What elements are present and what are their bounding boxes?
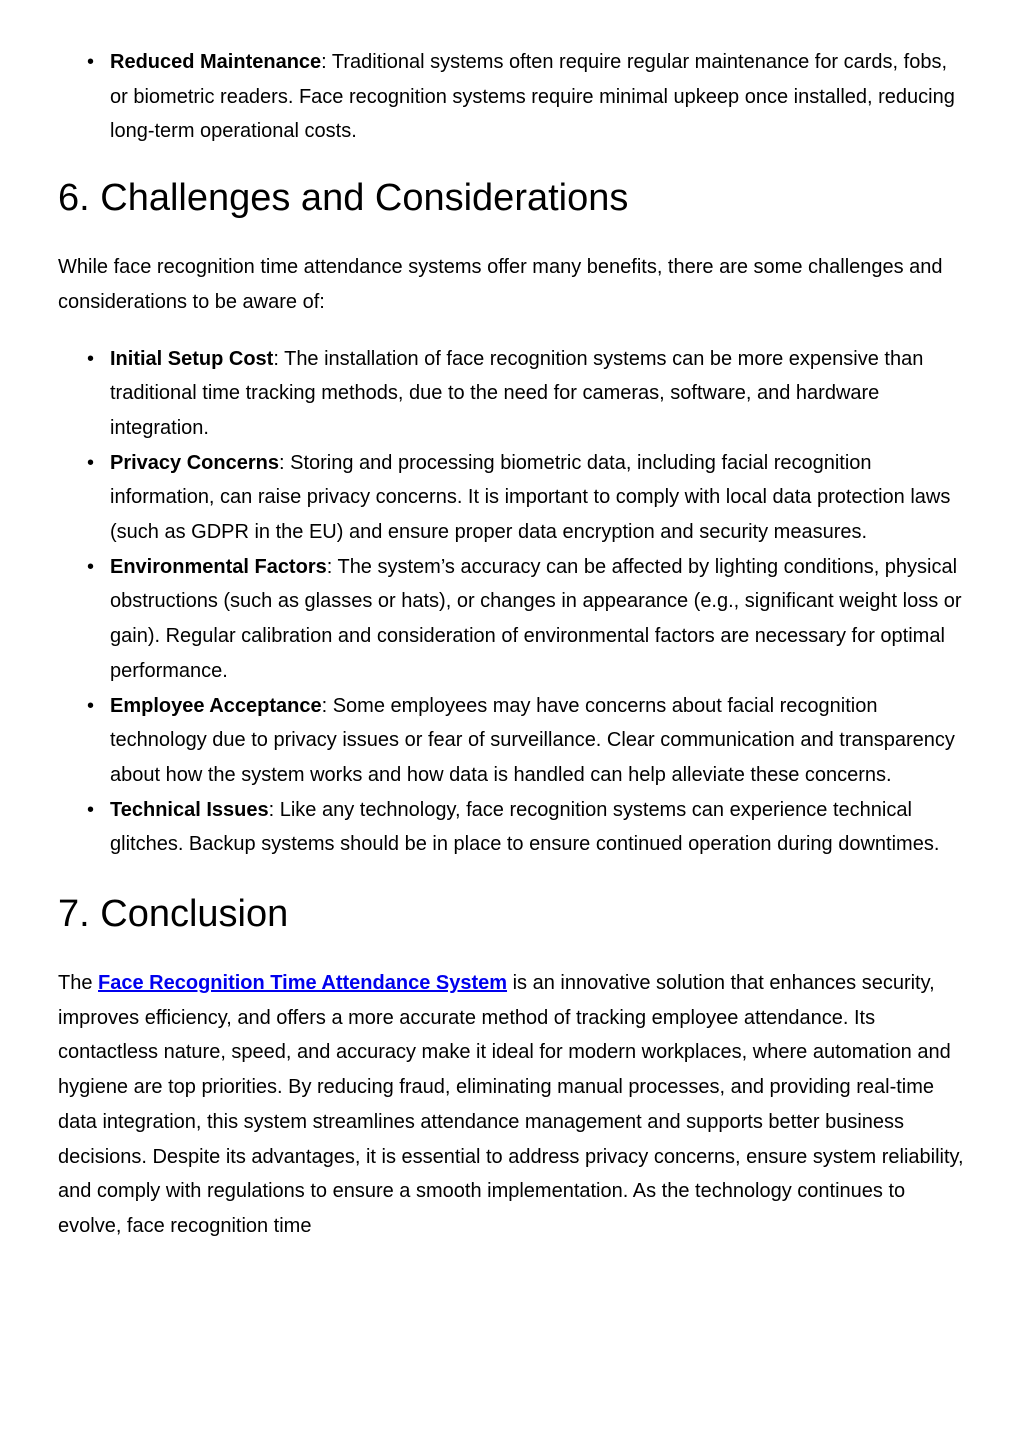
challenges-list bbox=[58, 342, 968, 863]
list-item-title: Environmental Factors bbox=[110, 555, 327, 578]
conclusion-paragraph bbox=[58, 966, 968, 1244]
list-item-title: Employee Acceptance bbox=[110, 694, 322, 717]
bullet-icon: • bbox=[87, 451, 95, 474]
list-item-initial-setup-cost bbox=[87, 342, 968, 446]
section-7-heading: 7. Conclusion bbox=[58, 893, 289, 936]
bullet-icon: • bbox=[87, 555, 95, 578]
list-item-reduced-maintenance bbox=[87, 45, 968, 149]
list-item-title: Technical Issues bbox=[110, 798, 269, 821]
bullet-icon: • bbox=[87, 347, 95, 370]
bullet-icon: • bbox=[87, 694, 95, 717]
benefits-list-continued bbox=[58, 45, 968, 149]
bullet-icon: • bbox=[87, 798, 95, 821]
section-6-heading: 6. Challenges and Considerations bbox=[58, 177, 629, 220]
list-item-title: Initial Setup Cost bbox=[110, 347, 274, 370]
list-item-text: : Storing and processing biometric data, including facial recognition information, can raise privacy concerns. It is important to comply with local data protection laws (such as GDPR in the EU) and ensure proper data encryption and security measures. bbox=[110, 451, 951, 544]
list-item-text: : Traditional systems often require regular maintenance for cards, fobs, or biometric readers. Face recognition systems require minimal upkeep once installed, reducing long-term operational costs. bbox=[110, 51, 955, 143]
list-item-text: : The system’s accuracy can be affected by lighting conditions, physical obstructions (such as glasses or hats), or changes in appearance (e.g., significant weight loss or gain). Regular calibration and consideration of environmental factors are necessary for optimal performance. bbox=[110, 555, 962, 682]
section-6-intro: While face recognition time attendance systems offer many benefits, there are some challenges and considerations to be aware of: bbox=[58, 256, 943, 313]
list-item-employee-acceptance bbox=[87, 689, 968, 793]
document-page bbox=[58, 45, 968, 1244]
list-item-title: Privacy Concerns bbox=[110, 451, 279, 474]
bullet-icon: • bbox=[87, 51, 95, 73]
list-item-technical-issues bbox=[87, 793, 968, 862]
list-item-environmental-factors bbox=[87, 550, 968, 689]
face-recognition-system-link[interactable]: Face Recognition Time Attendance System bbox=[98, 972, 508, 995]
conclusion-prefix: The bbox=[58, 972, 99, 995]
conclusion-body: is an innovative solution that enhances security, improves efficiency, and offers a more accurate method of tracking employee attendance. Its contactless nature, speed, and accuracy make it ideal for modern workplaces, where automation and hygiene are top priorities. By reducing fraud, eliminating manual processes, and providing real-time data integration, this system streamlines attendance management and supports better business decisions. Despite its advantages, it is essential to address privacy concerns, ensure system reliability, and comply with regulations to ensure a smooth implementation. As the technology continues to evolve, face recognition time bbox=[58, 972, 964, 1237]
list-item-privacy-concerns bbox=[87, 446, 968, 550]
list-item-text: : Some employees may have concerns about facial recognition technology due to privacy issues or fear of surveillance. Clear communication and transparency about how the system works and how data is handled can help alleviate these concerns. bbox=[110, 694, 955, 786]
list-item-text: : The installation of face recognition systems can be more expensive than traditional time tracking methods, due to the need for cameras, software, and hardware integration. bbox=[110, 347, 924, 439]
list-item-text: : Like any technology, face recognition systems can experience technical glitches. Backup systems should be in place to ensure continued operation during downtimes. bbox=[110, 798, 940, 856]
list-item-title: Reduced Maintenance bbox=[110, 51, 322, 73]
